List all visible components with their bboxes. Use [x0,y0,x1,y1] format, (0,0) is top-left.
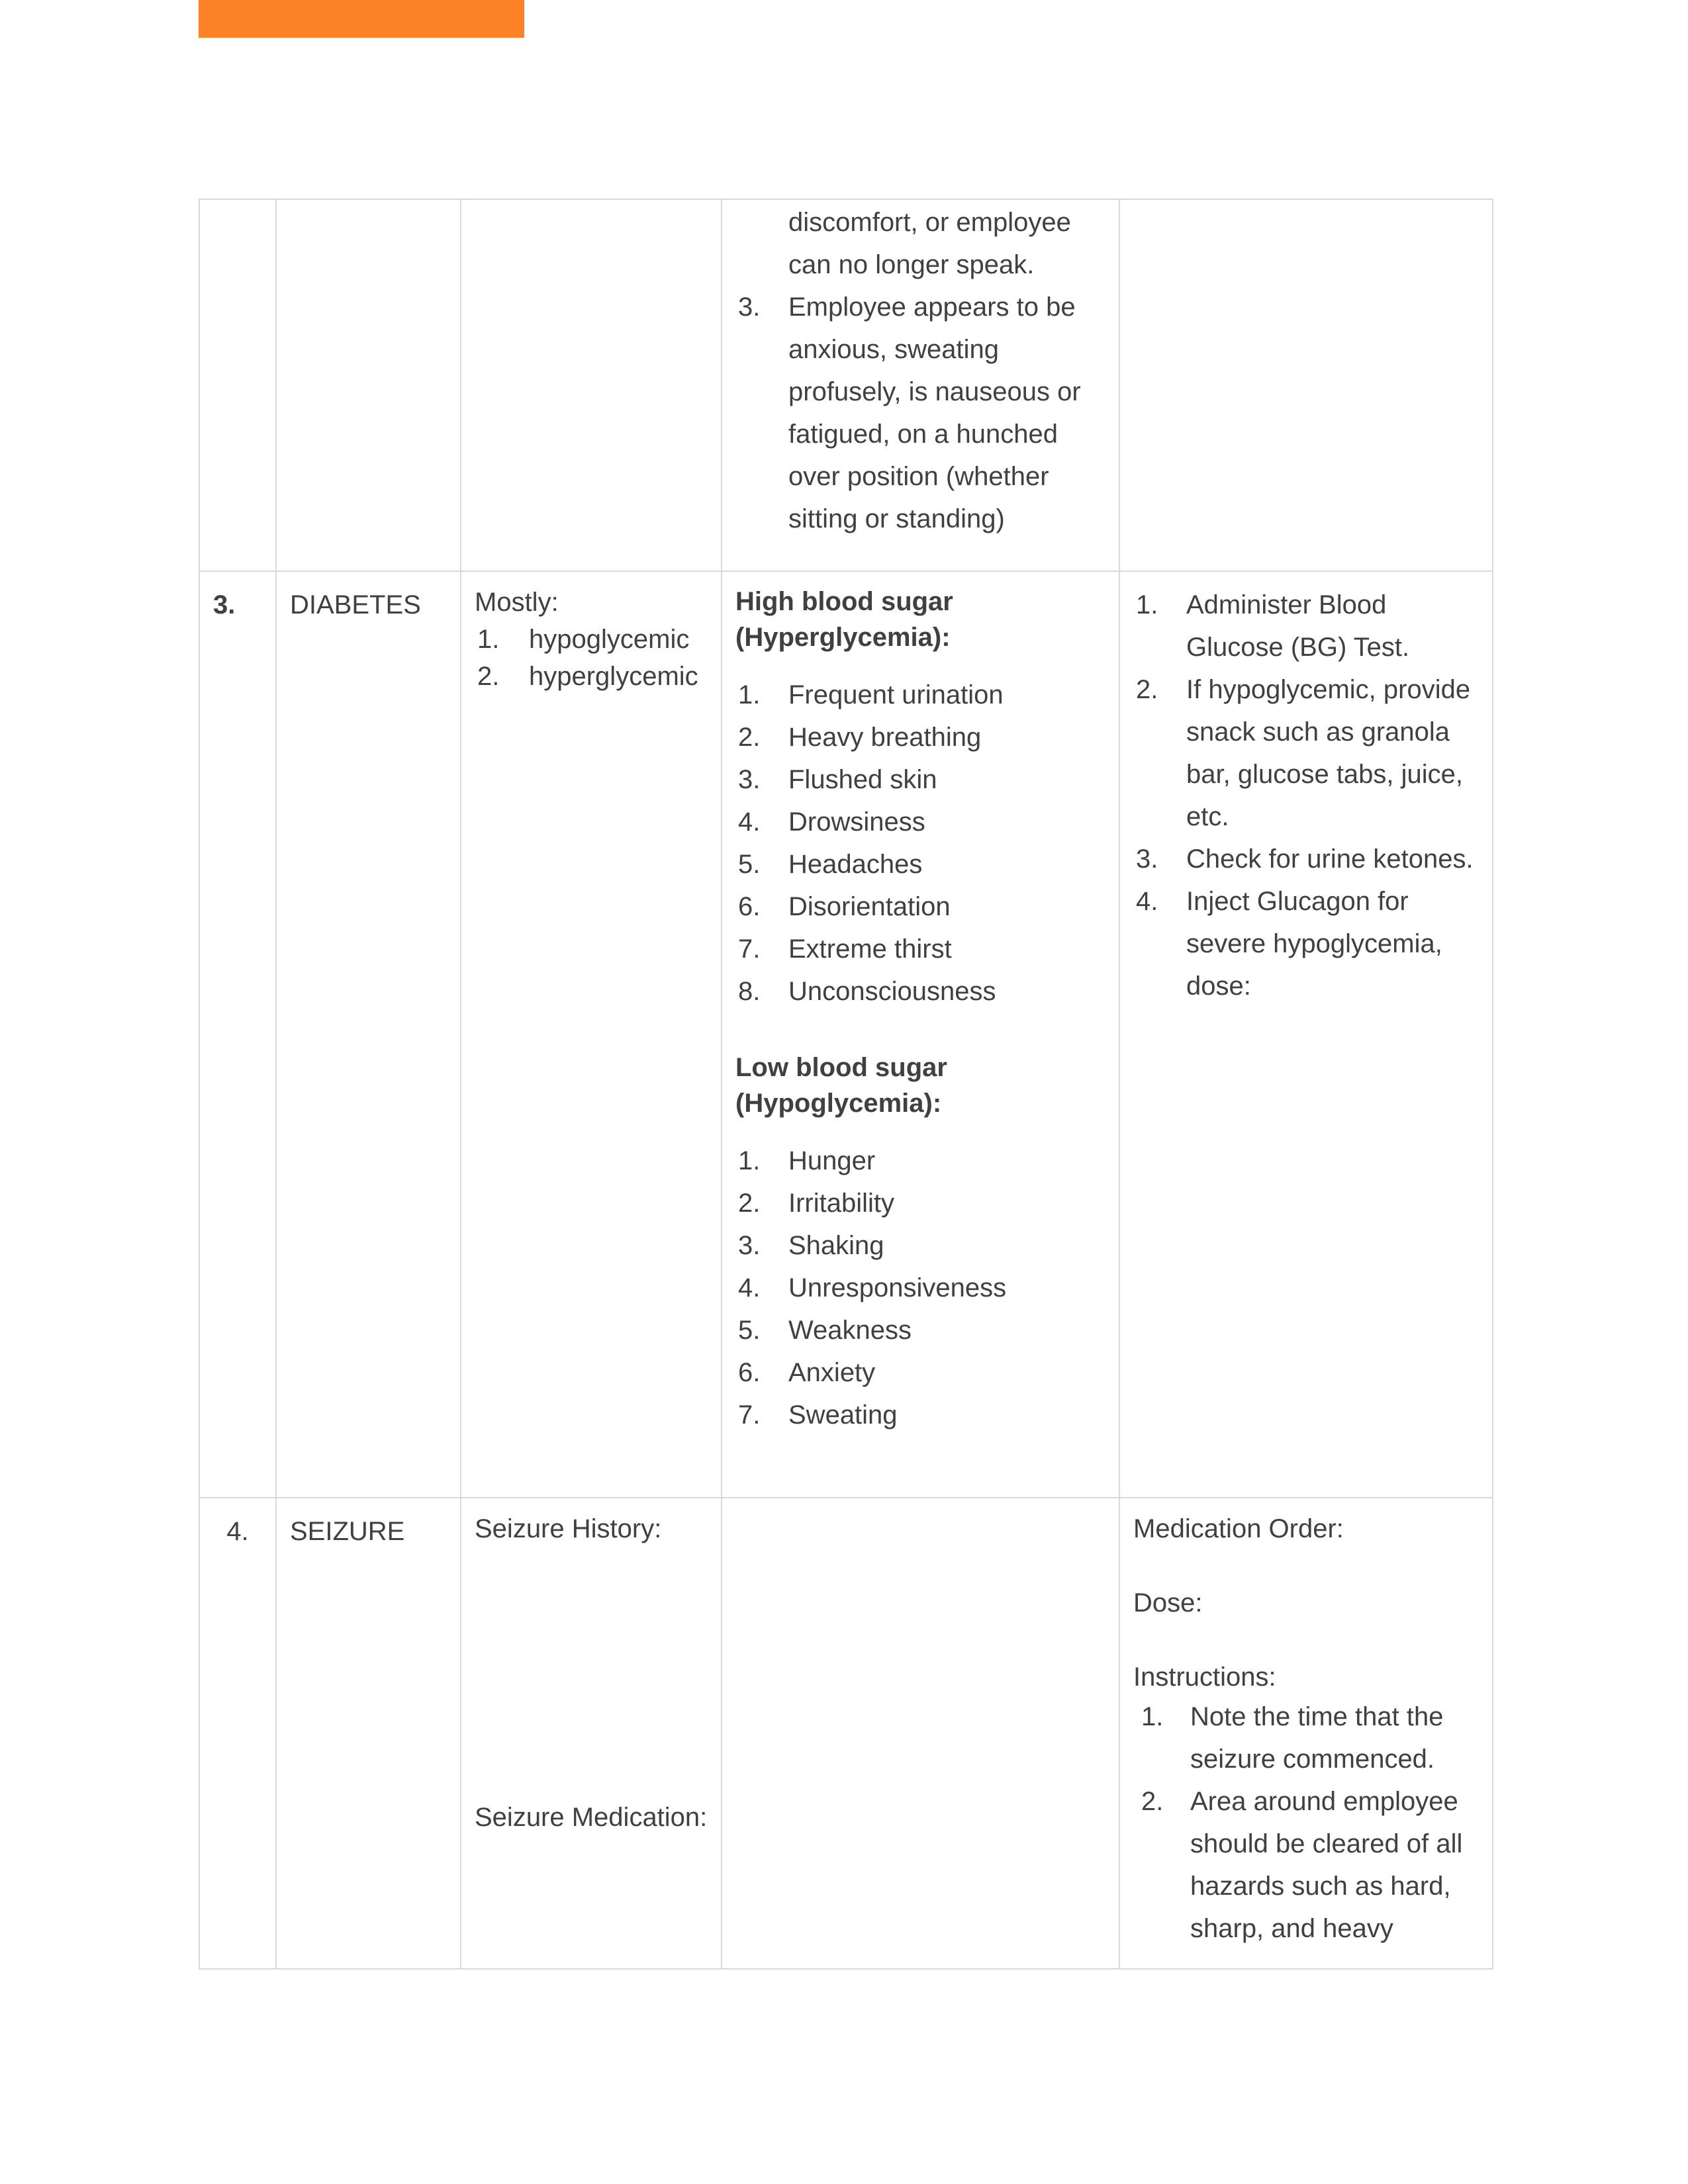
symptoms-cell [722,571,1119,1498]
number-cell [199,199,276,571]
condition-cell [276,199,461,571]
table-row-seizure [199,1498,1493,1969]
row-number: 3. [213,590,236,619]
list-item: 3. Shaking [738,1231,884,1260]
actions-cell [1119,199,1493,571]
list-item: 1. Note the time that the seizure commenced. [1141,1702,1444,1774]
table-row-diabetes [199,571,1493,1498]
list-item: 3. Check for urine ketones. [1136,844,1474,874]
condition-cell [276,1498,461,1969]
actions-cell [1119,1498,1493,1969]
list-item: 1. Hunger [738,1146,876,1175]
symptoms-cell [722,199,1119,571]
list-item: 7. Sweating [738,1400,898,1430]
type-cell [461,1498,722,1969]
seizure-history-label: Seizure History: [475,1514,662,1543]
list-item: 5. Headaches [738,850,923,879]
row-number: 4. [226,1517,249,1546]
list-item: 2. If hypoglycemic, provide snack such as granola bar, glucose tabs, juice, etc. [1136,675,1471,831]
list-item: 3. Flushed skin [738,765,937,794]
table-row-continued [199,199,1493,571]
list-item: 5. Weakness [738,1316,912,1345]
medication-order-label: Medication Order: [1133,1514,1344,1543]
number-cell [199,1498,276,1969]
dose-label: Dose: [1133,1588,1203,1617]
list-item: 6. Disorientation [738,892,951,921]
header-accent-bar [199,0,524,38]
list-item: 6. Anxiety [738,1358,876,1387]
type-cell [461,199,722,571]
high-symptoms-list [735,674,1105,1013]
symptom-continued-line: can no longer speak. [788,250,1035,279]
instructions-list [1133,1696,1479,1950]
type-label: Mostly: [475,588,559,617]
list-item: 3. Employee appears to be anxious, sweating profusely, is nauseous or fatigued, on a hunched over position (whether sitting or standing) [738,293,1081,533]
list-item: 2. Irritability [738,1189,895,1218]
list-item: 4. Inject Glucagon for severe hypoglycemia, dose: [1136,887,1442,1001]
emergency-care-table [199,199,1493,1970]
type-cell [461,571,722,1498]
condition-name: SEIZURE [290,1517,405,1546]
instructions-label: Instructions: [1133,1662,1276,1692]
condition-cell [276,571,461,1498]
actions-list [1133,584,1479,1007]
list-item: 4. Drowsiness [738,807,925,837]
condition-name: DIABETES [290,590,421,619]
list-item: 1. Administer Blood Glucose (BG) Test. [1136,590,1410,662]
number-cell [199,571,276,1498]
types-list [475,621,708,695]
symptoms-list [735,286,1105,540]
list-item: 1. Frequent urination [738,680,1004,709]
symptom-continued-line: discomfort, or employee [788,208,1071,237]
low-blood-sugar-heading: Low blood sugar (Hypoglycemia): [735,1053,947,1118]
list-item: 4. Unresponsiveness [738,1273,1007,1302]
list-item: 2. Heavy breathing [738,723,982,752]
list-item: 7. Extreme thirst [738,934,952,964]
list-item: 1. hypoglycemic [477,625,690,654]
symptoms-cell [722,1498,1119,1969]
high-blood-sugar-heading: High blood sugar (Hyperglycemia): [735,587,953,652]
low-symptoms-list [735,1140,1105,1436]
seizure-medication-label: Seizure Medication: [475,1803,708,1832]
list-item: 2. Area around employee should be cleared of all hazards such as hard, sharp, and heavy [1141,1787,1463,1943]
actions-cell [1119,571,1493,1498]
list-item: 8. Unconsciousness [738,977,996,1006]
list-item: 2. hyperglycemic [477,662,698,691]
